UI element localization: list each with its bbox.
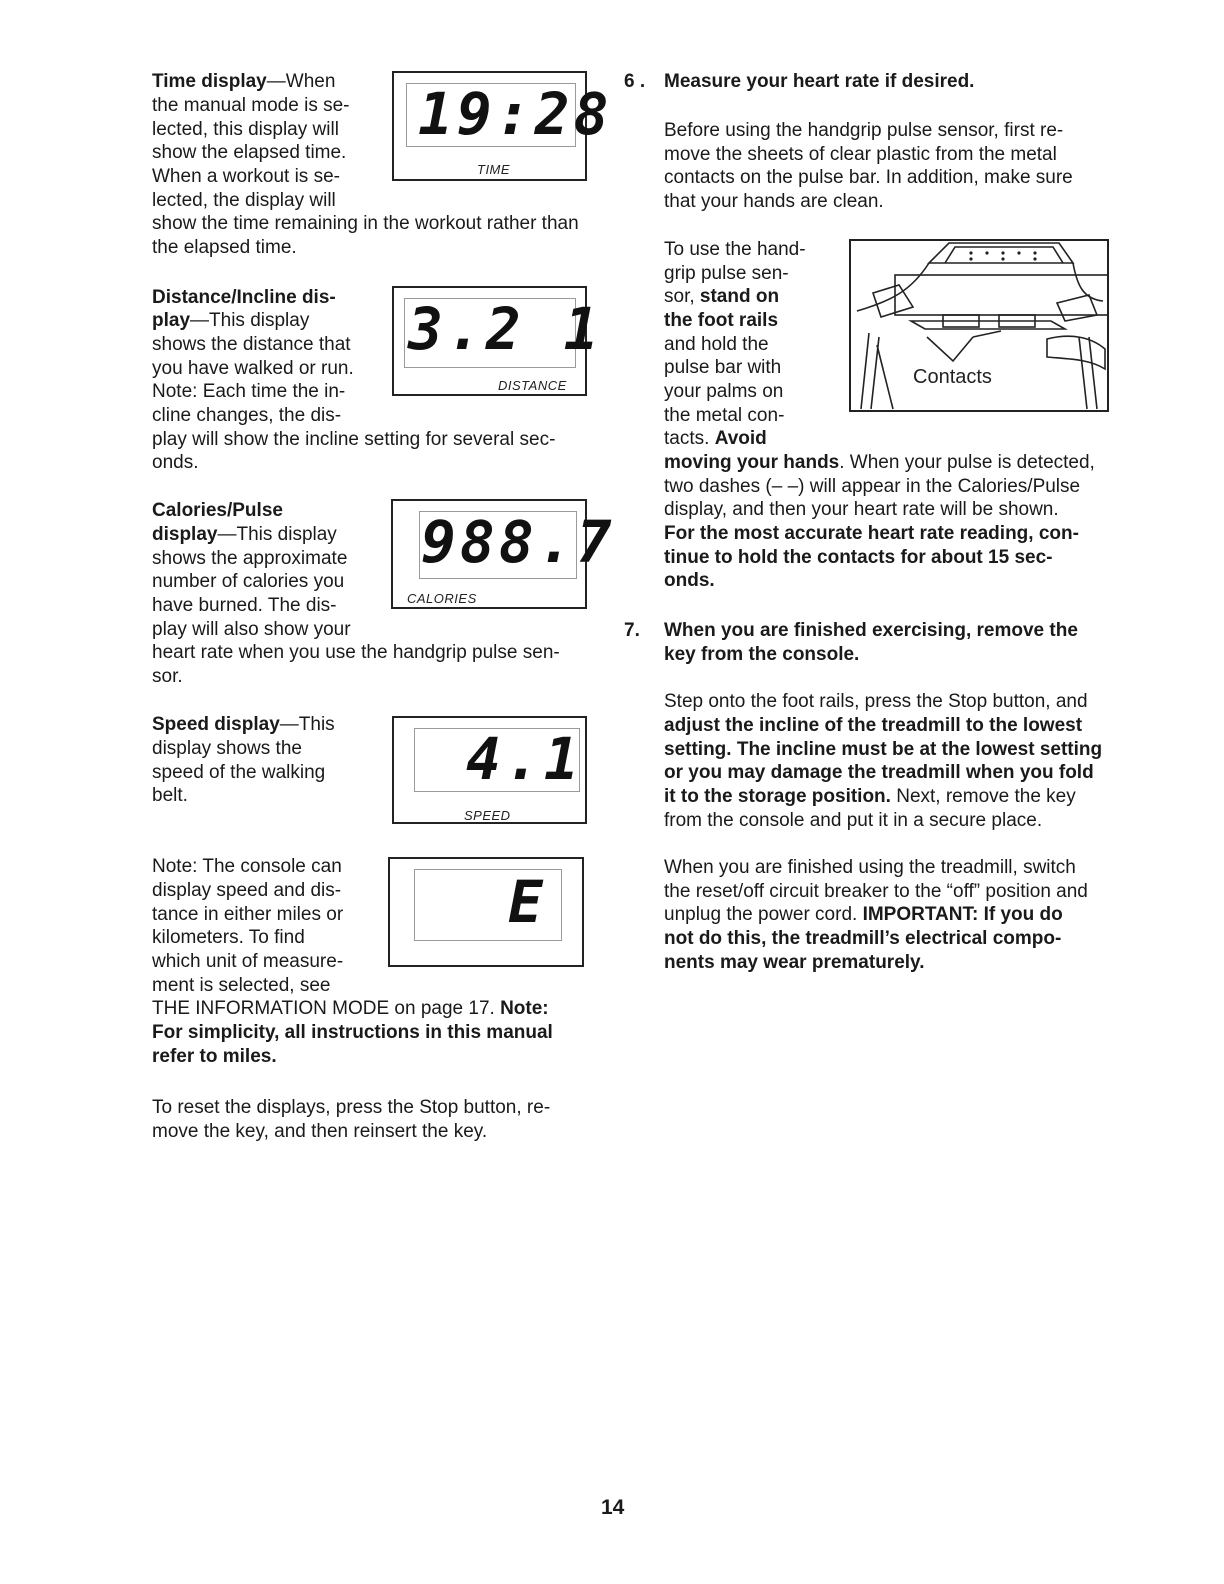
calories-lcd-digits: 988.7 [421,508,616,576]
speed-lcd-label: SPEED [464,808,511,823]
treadmill-console-illustration [851,241,1107,410]
step-6-title: Measure your heart rate if desired. [664,71,975,92]
step-7-number: 7. [624,620,640,641]
time-display-heading: Time display [152,71,267,92]
distance-display-heading: Distance/Incline dis- [152,287,336,308]
distance-lcd-display [392,286,603,396]
page-number: 14 [601,1496,625,1519]
step-6-number: 6 . [624,71,646,92]
speed-display-heading: Speed display [152,714,280,735]
time-lcd-label: TIME [477,162,511,177]
speed-lcd-digits: 4.1 [466,725,583,793]
speed-lcd-display [392,716,587,824]
calories-lcd-label: CALORIES [407,591,477,606]
calories-lcd-display [391,499,616,609]
units-lcd-display [388,857,584,967]
calories-display-heading: Calories/Pulse [152,500,283,521]
console-contacts-diagram [849,239,1109,412]
time-lcd-display [392,71,613,181]
contacts-label: Contacts [913,366,992,388]
distance-lcd-digits: 3.2 1 [408,295,603,363]
units-lcd-digits: E [508,868,547,936]
step-7-title: When you are finished exercising, remove the [664,620,1078,641]
time-lcd-digits: 19:28 [418,80,613,148]
distance-lcd-label: DISTANCE [498,378,567,393]
